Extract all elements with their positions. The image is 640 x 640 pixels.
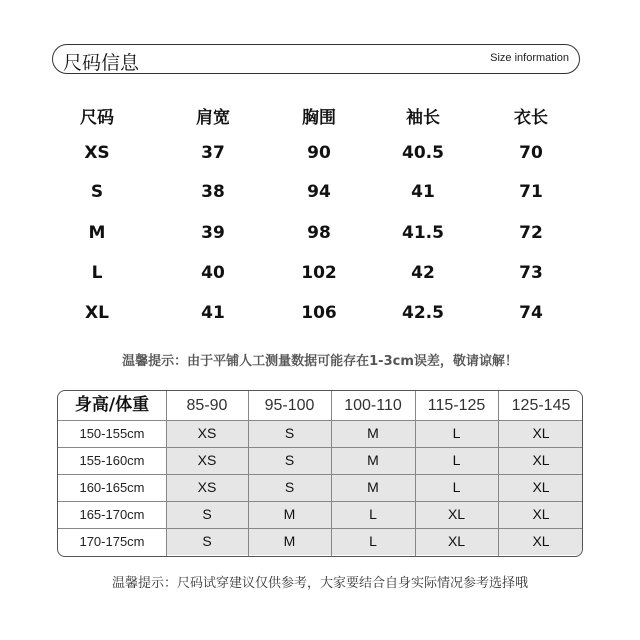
size-table-cell: 102 [301, 263, 337, 283]
size-table-cell: 42.5 [402, 303, 444, 323]
hw-size-cell: M [331, 474, 415, 501]
hw-size-cell: M [248, 501, 331, 528]
hw-size-cell: S [248, 420, 331, 447]
hw-size-cell: M [331, 420, 415, 447]
size-table-cell: 70 [519, 143, 543, 163]
hw-row-divider [58, 528, 583, 529]
height-weight-table [57, 390, 583, 557]
size-table-cell: 38 [201, 182, 225, 202]
hw-header-row [58, 391, 583, 420]
header-subtitle: Size information [490, 52, 569, 64]
size-table-row [68, 219, 568, 247]
hw-size-cell: XS [166, 420, 248, 447]
hw-height-label: 150-155cm [79, 426, 145, 441]
hw-weight-header: 100-110 [344, 397, 402, 414]
size-table-cell: 72 [519, 223, 543, 243]
hw-row-divider [58, 474, 583, 475]
size-table-cell: 40.5 [402, 143, 444, 163]
size-table-cell: 41.5 [402, 223, 444, 243]
size-table-cell: 74 [519, 303, 543, 323]
size-table-row [68, 139, 568, 167]
size-table-header-cell: 袖长 [406, 108, 440, 128]
hw-size-cell: XL [498, 501, 583, 528]
reference-note: 温馨提示：尺码试穿建议仅供参考，大家要结合自身实际情况参考选择哦 [111, 576, 528, 591]
size-table-cell: 40 [201, 263, 225, 283]
size-table-cell: L [91, 263, 103, 283]
hw-size-cell: XL [415, 528, 498, 555]
hw-height-label: 165-170cm [79, 507, 145, 522]
hw-size-cell: S [166, 528, 248, 555]
hw-size-cell: XS [166, 447, 248, 474]
hw-size-cell: XL [415, 501, 498, 528]
size-table-cell: 98 [307, 223, 331, 243]
hw-table-row [58, 474, 583, 501]
size-table-row [68, 259, 568, 287]
size-table-cell: 106 [301, 303, 337, 323]
hw-weight-header: 115-125 [427, 397, 486, 414]
hw-row-divider [58, 447, 583, 448]
hw-height-label: 155-160cm [79, 453, 145, 468]
size-table-cell: XS [84, 143, 110, 163]
size-table-cell: 73 [519, 263, 543, 283]
hw-row-divider [58, 501, 583, 502]
hw-weight-header: 95-100 [264, 397, 315, 414]
size-table-header-cell: 衣长 [514, 108, 548, 128]
hw-size-cell: XL [498, 528, 583, 555]
size-info-header [52, 44, 580, 74]
hw-size-cell: M [331, 447, 415, 474]
size-table-header-cell: 胸围 [302, 108, 336, 128]
size-table-cell: 90 [307, 143, 331, 163]
hw-weight-header: 85-90 [186, 397, 228, 414]
hw-size-cell: L [331, 528, 415, 555]
hw-table-row [58, 420, 583, 447]
hw-size-cell: XL [498, 474, 583, 501]
hw-table-row [58, 501, 583, 528]
hw-row-divider [58, 420, 583, 421]
hw-size-cell: S [166, 501, 248, 528]
size-table-cell: M [88, 223, 106, 243]
size-table-cell: 41 [411, 182, 435, 202]
hw-size-cell: XL [498, 420, 583, 447]
hw-size-cell: L [331, 501, 415, 528]
size-table-header-cell: 尺码 [80, 108, 114, 128]
size-table-cell: S [90, 182, 104, 202]
size-table-row [68, 299, 568, 327]
size-table-cell: 41 [201, 303, 225, 323]
hw-weight-header: 125-145 [511, 397, 571, 414]
hw-size-cell: M [248, 528, 331, 555]
size-table-cell: 71 [519, 182, 543, 202]
size-table-cell: 94 [307, 182, 331, 202]
hw-size-cell: XL [498, 447, 583, 474]
hw-height-label: 170-175cm [79, 534, 145, 549]
hw-size-cell: S [248, 474, 331, 501]
size-table-cell: 37 [201, 143, 225, 163]
hw-height-label: 160-165cm [79, 480, 145, 495]
size-table-cell: 42 [411, 263, 435, 283]
size-table-header-row [68, 104, 568, 132]
size-table-row [68, 178, 568, 206]
header-title: 尺码信息 [63, 52, 140, 74]
size-table-header-cell: 肩宽 [196, 108, 230, 128]
hw-table-row [58, 528, 583, 555]
hw-size-cell: L [415, 474, 498, 501]
hw-size-cell: S [248, 447, 331, 474]
hw-size-cell: XS [166, 474, 248, 501]
hw-corner-label: 身高/体重 [74, 395, 150, 415]
hw-table-row [58, 447, 583, 474]
size-table-cell: 39 [201, 223, 225, 243]
hw-size-cell: L [415, 420, 498, 447]
measurement-note: 温馨提示：由于平铺人工测量数据可能存在1-3cm误差，敬请谅解！ [122, 354, 518, 369]
size-table-cell: XL [85, 303, 109, 323]
hw-size-cell: L [415, 447, 498, 474]
